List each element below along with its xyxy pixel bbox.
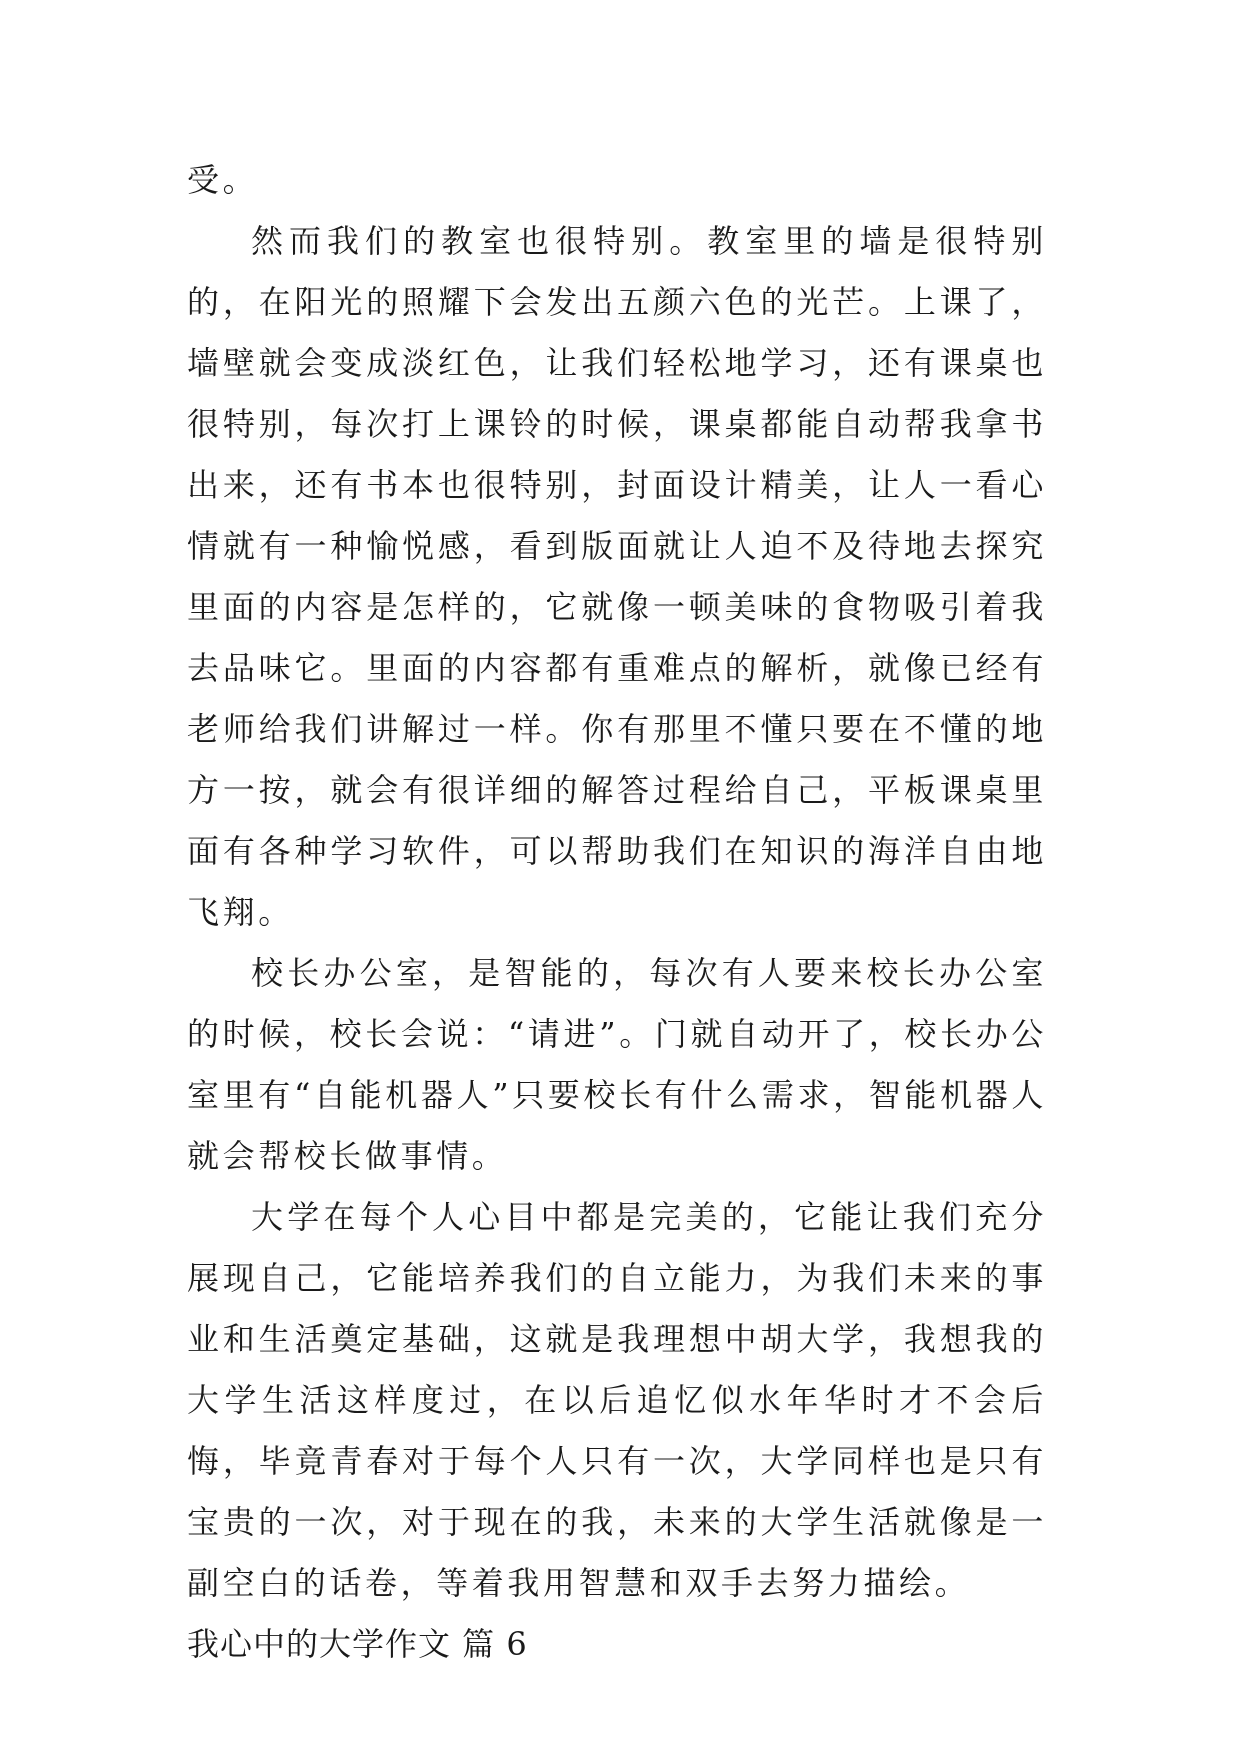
paragraph-classroom: 然而我们的教室也很特别。教室里的墙是很特别的，在阳光的照耀下会发出五颜六色的光芒。上课了，墙壁就会变成淡红色，让我们轻松地学习，还有课桌也很特别，每次打上课铃的时候，课桌都能自动帮我拿书出来，还有书本也很特别，封面设计精美，让人一看心情就有一种愉悦感，看到版面就让人迫不及待地去探究里面的内容是怎样的，它就像一顿美味的食物吸引着我去品味它。里面的内容都有重难点的解析，就像已经有老师给我们讲解过一样。你有那里不懂只要在不懂的地方一按，就会有很详细的解答过程给自己，平板课桌里面有各种学习软件，可以帮助我们在知识的海洋自由地飞翔。 [187,222,1047,931]
paragraph-principal-office: 校长办公室，是智能的，每次有人要来校长办公室的时候，校长会说：“请进”。门就自动开了，校长办公室里有“自能机器人”只要校长有什么需求，智能机器人就会帮校长做事情。 [187,954,1047,1175]
paragraph-university: 大学在每个人心目中都是完美的，它能让我们充分展现自己，它能培养我们的自立能力，为我们未来的事业和生活奠定基础，这就是我理想中胡大学，我想我的大学生活这样度过，在以后追忆似水年华时才不会后悔，毕竟青春对于每个人只有一次，大学同样也是只有宝贵的一次，对于现在的我，未来的大学生活就像是一副空白的话卷，等着我用智慧和双手去努力描绘。 [187,1198,1047,1602]
section-heading: 我心中的大学作文 篇 6 [187,1625,528,1663]
document-body [187,150,1047,1675]
paragraph-fragment: 受。 [187,161,259,199]
